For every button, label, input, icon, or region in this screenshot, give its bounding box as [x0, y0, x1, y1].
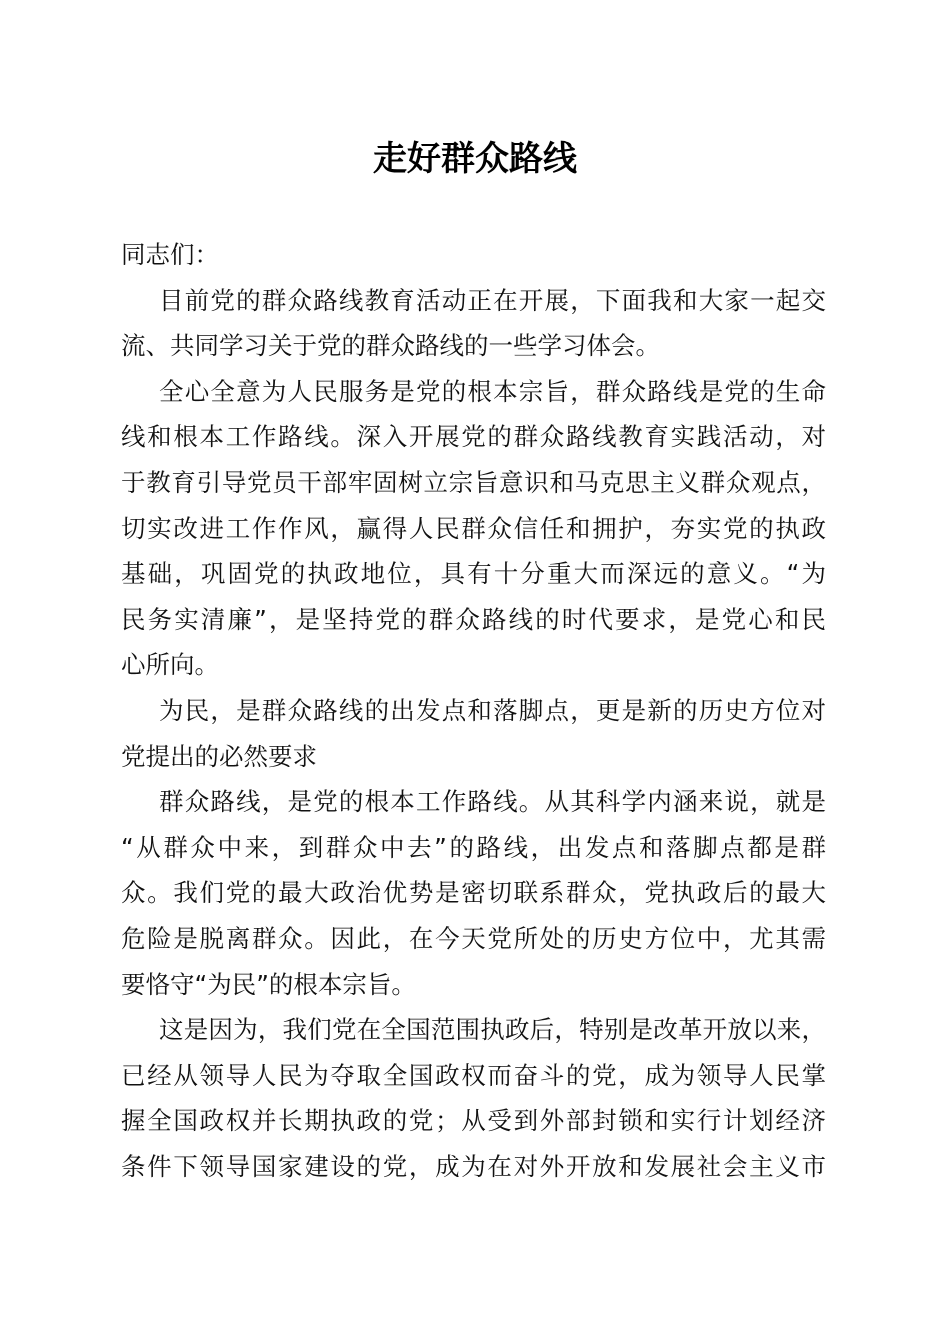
text-line: 全心全意为人民服务是党的根本宗旨，群众路线是党的生命	[159, 376, 826, 406]
document-body	[121, 232, 826, 1189]
text-line: 基础，巩固党的执政地位，具有十分重大而深远的意义。“为	[121, 559, 826, 589]
text-line: 线和根本工作路线。深入开展党的群众路线教育实践活动，对	[121, 422, 826, 452]
text-line: 党提出的必然要求	[121, 741, 317, 771]
paragraph-purpose	[121, 369, 826, 688]
text-line: 心所向。	[121, 650, 219, 680]
paragraph-reason	[121, 1007, 826, 1189]
text-line: 这是因为，我们党在全国范围执政后，特别是改革开放以来，	[159, 1015, 826, 1045]
text-line: 流、共同学习关于党的群众路线的一些学习体会。	[121, 331, 660, 361]
text-line: 已经从领导人民为夺取全国政权而奋斗的党，成为领导人民掌	[121, 1060, 826, 1090]
paragraph-mass-line	[121, 779, 826, 1007]
text-line: 危险是脱离群众。因此，在今天党所处的历史方位中，尤其需	[121, 923, 826, 953]
text-line: 群众路线，是党的根本工作路线。从其科学内涵来说，就是	[159, 787, 826, 817]
text-line: 要恪守“为民”的根本宗旨。	[121, 969, 416, 999]
text-line: 为民，是群众路线的出发点和落脚点，更是新的历史方位对	[159, 695, 826, 725]
text-line: 切实改进工作作风，赢得人民群众信任和拥护，夯实党的执政	[121, 513, 826, 543]
text-line: 目前党的群众路线教育活动正在开展，下面我和大家一起交	[159, 285, 826, 315]
paragraph-heading-for-people	[121, 688, 826, 779]
text-line: 民务实清廉”，是坚持党的群众路线的时代要求，是党心和民	[121, 604, 826, 634]
document-title: 走好群众路线	[373, 139, 577, 179]
text-line: 握全国政权并长期执政的党；从受到外部封锁和实行计划经济	[121, 1106, 826, 1136]
text-line: 众。我们党的最大政治优势是密切联系群众，党执政后的最大	[121, 878, 826, 908]
text-line: “从群众中来，到群众中去”的路线，出发点和落脚点都是群	[121, 832, 826, 862]
text-line: 于教育引导党员干部牢固树立宗旨意识和马克思主义群众观点，	[121, 467, 826, 497]
paragraph-intro	[121, 278, 826, 369]
salutation: 同志们：	[121, 240, 219, 269]
text-line: 条件下领导国家建设的党，成为在对外开放和发展社会主义市	[121, 1151, 826, 1181]
